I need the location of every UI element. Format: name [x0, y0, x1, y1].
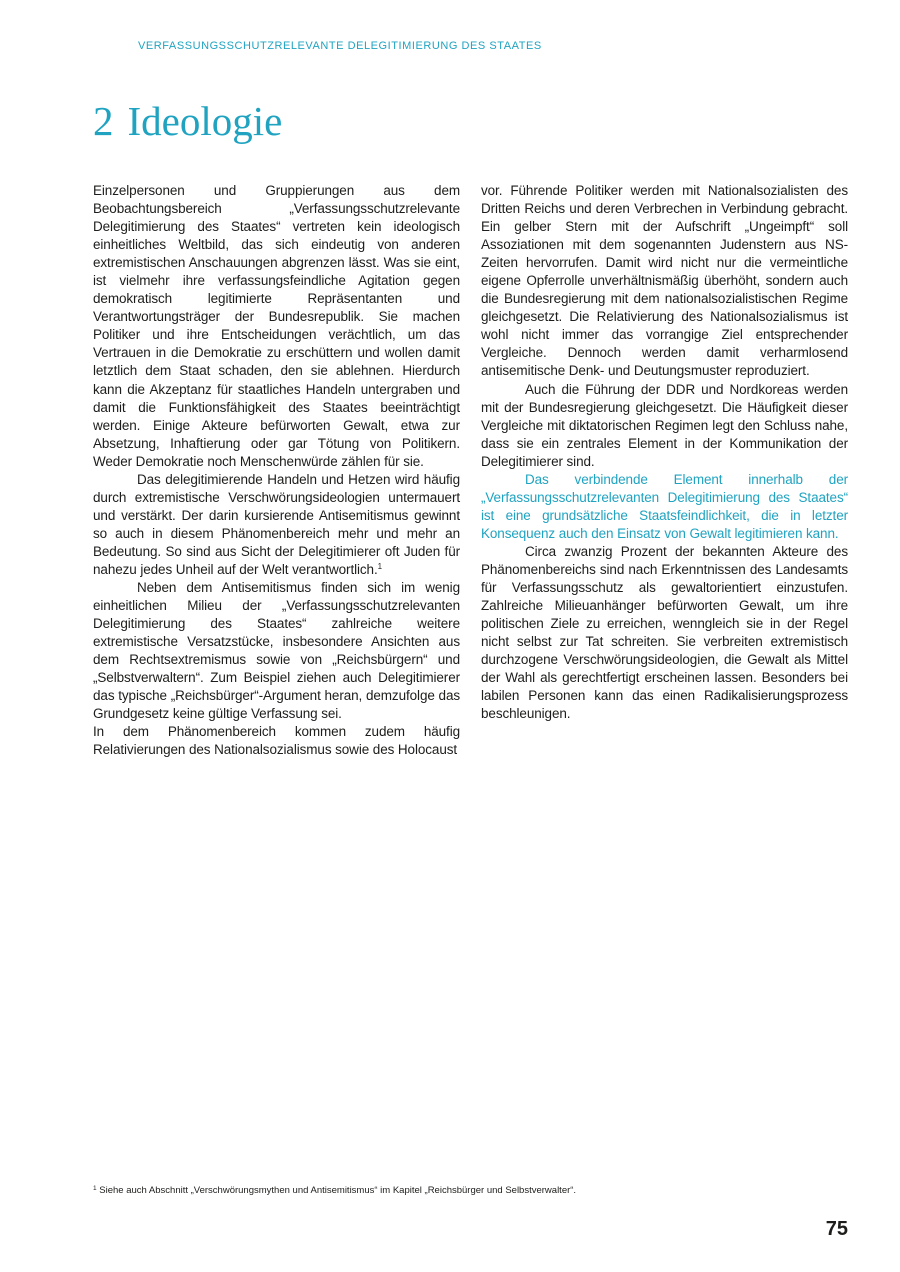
- highlighted-statement: Das verbindende Element innerhalb der „Verfassungsschutzrelevanten Delegitimierung des Staates“ ist eine grundsätzliche Staatsfeindlichkeit, die in letzter Konsequenz auch den Einsatz von Gewalt legitimieren kann.: [481, 471, 848, 541]
- chapter-number: 2: [93, 98, 114, 144]
- right-column: [481, 182, 848, 723]
- page-number: 75: [825, 1218, 848, 1240]
- footnote: [93, 1185, 813, 1197]
- paragraph: In dem Phänomenbereich kommen zudem häufig Relativierungen des Nationalsozialismus sowie des Holocaust: [93, 724, 460, 758]
- paragraph: Einzelpersonen und Gruppierungen aus dem Beobachtungsbereich „Verfassungsschutzrelevante Delegitimierung des Staates“ vertreten kein ideologisch einheitliches Weltbild, das sich eindeutig von anderen extremistischen Anschauungen abgrenzen lässt. Was sie eint, ist vielmehr ihre verfassungsfeindliche Agitation gegen demokratisch legitimierte Repräsentanten und Verantwortungsträger der Bundesrepublik. Sie machen Politiker und ihre Entscheidungen verächtlich, um das Vertrauen in die Demokratie zu erschüttern und wollen damit letztlich dem Staat schaden, den sie ablehnen. Hierdurch kann die Akzeptanz für staatliches Handeln untergraben und damit die Funktionsfähigkeit des Staates beeinträchtigt werden. Einige Akteure befürworten Gewalt, etwa zur Absetzung, Inhaftierung oder gar Tötung von Politikern. Weder Demokratie noch Menschenwürde zählen für sie.: [93, 183, 460, 469]
- footnote-text: Siehe auch Abschnitt „Verschwörungsmythen und Antisemitismus“ im Kapitel „Reichsbürger und Selbstverwalter“.: [99, 1185, 577, 1196]
- footnote-marker: 1: [93, 1185, 97, 1192]
- running-head: VERFASSUNGSSCHUTZRELEVANTE DELEGITIMIERUNG DES STAATES: [138, 40, 542, 52]
- paragraph: Neben dem Antisemitismus finden sich im wenig einheitlichen Milieu der „Verfassungsschutzrelevanten Delegitimierung des Staates“ zahlreiche weitere extremistische Versatzstücke, insbesondere Ansichten aus dem Rechtsextremismus sowie von „Reichsbürgern“ und „Selbstverwaltern“. Zum Beispiel ziehen auch Delegitimierer das typische „Reichsbürger“-Argument heran, demzufolge das Grundgesetz keine gültige Verfassung sei.: [93, 580, 460, 722]
- paragraph: Auch die Führung der DDR und Nordkoreas werden mit der Bundesregierung gleichgesetzt. Die Häufigkeit dieser Vergleiche mit diktatorischen Regimen legt den Schluss nahe, dass sie ein zentrales Element in der Kommunikation der Delegitimierer sind.: [481, 381, 848, 469]
- chapter-title: [93, 96, 282, 146]
- left-column: [93, 182, 460, 760]
- footnote-reference[interactable]: 1: [377, 561, 382, 571]
- paragraph: vor. Führende Politiker werden mit Nationalsozialisten des Dritten Reichs und deren Verbrechen in Verbindung gebracht. Ein gelber Stern mit der Aufschrift „Ungeimpft“ soll Assoziationen mit dem sogenannten Judenstern aus NS-Zeiten hervorrufen. Damit wird nicht nur die vermeintliche eigene Opferrolle unverhältnismäßig überhöht, sondern auch die Bundesregierung mit dem nationalsozialistischen Regime gleichgesetzt. Die Relativierung des Nationalsozialismus ist wohl nicht immer das vorrangige Ziel entsprechender Vergleiche. Dennoch werden damit verharmlosend antisemitische Denk- und Deutungsmuster reproduziert.: [481, 183, 848, 379]
- chapter-title-text: Ideologie: [127, 98, 283, 144]
- paragraph: [93, 471, 460, 579]
- paragraph-text: Das delegitimierende Handeln und Hetzen wird häufig durch extremistische Verschwörungsideologien untermauert und verstärkt. Der darin kursierende Antisemitismus gewinnt so auch in diesem Phänomenbereich mehr und mehr an Bedeutung. So sind aus Sicht der Delegitimierer oft Juden für nahezu jedes Unheil auf der Welt verantwortlich.: [93, 471, 460, 577]
- paragraph: Circa zwanzig Prozent der bekannten Akteure des Phänomenbereichs sind nach Erkenntnissen des Landesamts für Verfassungsschutz als gewaltorientiert einzustufen. Zahlreiche Milieuanhänger befürworten Gewalt, um ihre politischen Ziele zu erreichen, wenngleich sie in der Regel nicht selbst zur Tat schreiten. Sie verbreiten extremistisch durchzogene Verschwörungsideologien, die Gewalt als Mittel der Wahl als gerechtfertigt erscheinen lassen. Besonders bei labilen Personen kann das einen Radikalisierungsprozess beschleunigen.: [481, 543, 848, 722]
